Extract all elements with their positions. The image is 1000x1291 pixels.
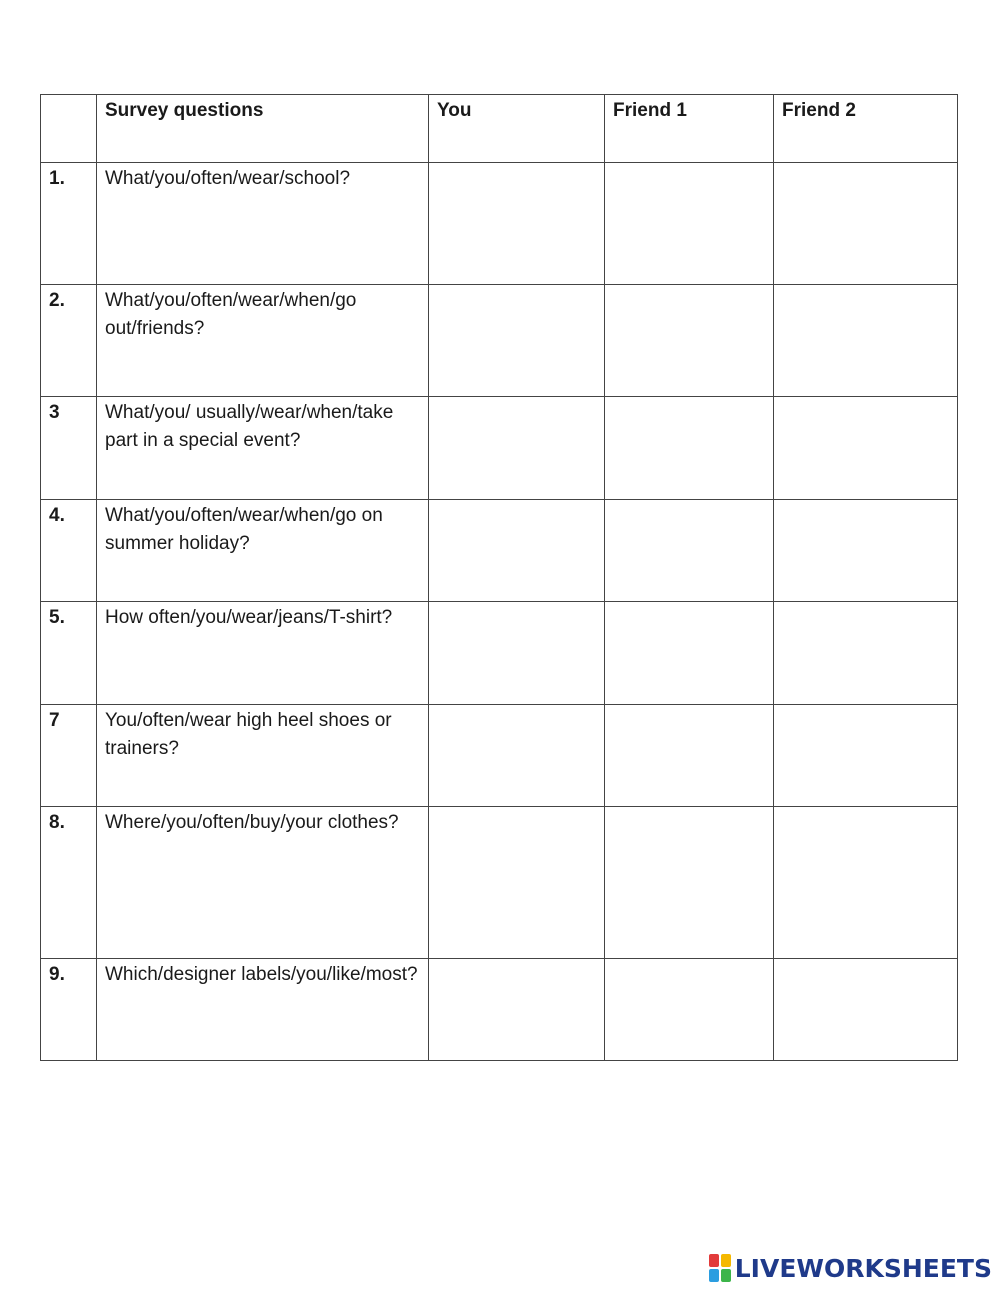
row-number: 8.	[41, 807, 97, 959]
header-number	[41, 95, 97, 163]
logo-block-green	[721, 1269, 731, 1282]
row-number: 4.	[41, 500, 97, 602]
answer-friend-1[interactable]	[605, 397, 774, 500]
table-row	[41, 959, 958, 1061]
row-number: 1.	[41, 163, 97, 285]
answer-you[interactable]	[429, 285, 605, 397]
answer-you[interactable]	[429, 705, 605, 807]
answer-friend-2[interactable]	[774, 959, 958, 1061]
answer-friend-2[interactable]	[774, 397, 958, 500]
answer-you[interactable]	[429, 500, 605, 602]
answer-friend-2[interactable]	[774, 285, 958, 397]
row-question: Where/you/often/buy/your clothes?	[97, 807, 429, 959]
row-question: How often/you/wear/jeans/T-shirt?	[97, 602, 429, 705]
answer-friend-2[interactable]	[774, 602, 958, 705]
answer-friend-1[interactable]	[605, 807, 774, 959]
row-question: What/you/often/wear/school?	[97, 163, 429, 285]
header-friend-2: Friend 2	[774, 95, 958, 163]
table-row	[41, 163, 958, 285]
answer-friend-1[interactable]	[605, 285, 774, 397]
row-question: What/you/ usually/wear/when/take part in a special event?	[97, 397, 429, 500]
row-question: Which/designer labels/you/like/most?	[97, 959, 429, 1061]
row-question: You/often/wear high heel shoes or trainers?	[97, 705, 429, 807]
header-row	[41, 95, 958, 163]
answer-you[interactable]	[429, 602, 605, 705]
answer-friend-1[interactable]	[605, 500, 774, 602]
row-question: What/you/often/wear/when/go out/friends?	[97, 285, 429, 397]
row-number: 3	[41, 397, 97, 500]
table-row	[41, 397, 958, 500]
logo-blocks-icon	[709, 1254, 731, 1282]
row-number: 9.	[41, 959, 97, 1061]
answer-friend-1[interactable]	[605, 705, 774, 807]
answer-friend-1[interactable]	[605, 602, 774, 705]
answer-you[interactable]	[429, 807, 605, 959]
answer-friend-2[interactable]	[774, 807, 958, 959]
answer-friend-1[interactable]	[605, 959, 774, 1061]
row-question: What/you/often/wear/when/go on summer holiday?	[97, 500, 429, 602]
table-row	[41, 602, 958, 705]
answer-you[interactable]	[429, 163, 605, 285]
row-number: 5.	[41, 602, 97, 705]
table-row	[41, 285, 958, 397]
header-friend-1: Friend 1	[605, 95, 774, 163]
table-row	[41, 705, 958, 807]
answer-friend-2[interactable]	[774, 500, 958, 602]
logo-text: LIVEWORKSHEETS	[734, 1253, 992, 1283]
liveworksheets-logo	[709, 1253, 992, 1283]
header-survey-questions: Survey questions	[97, 95, 429, 163]
logo-block-blue	[709, 1269, 719, 1282]
answer-you[interactable]	[429, 959, 605, 1061]
header-you: You	[429, 95, 605, 163]
row-number: 2.	[41, 285, 97, 397]
table-row	[41, 500, 958, 602]
row-number: 7	[41, 705, 97, 807]
logo-block-red	[709, 1254, 719, 1267]
answer-friend-2[interactable]	[774, 705, 958, 807]
answer-friend-2[interactable]	[774, 163, 958, 285]
survey-table	[40, 94, 958, 1061]
table-row	[41, 807, 958, 959]
answer-friend-1[interactable]	[605, 163, 774, 285]
answer-you[interactable]	[429, 397, 605, 500]
logo-block-yellow	[721, 1254, 731, 1267]
